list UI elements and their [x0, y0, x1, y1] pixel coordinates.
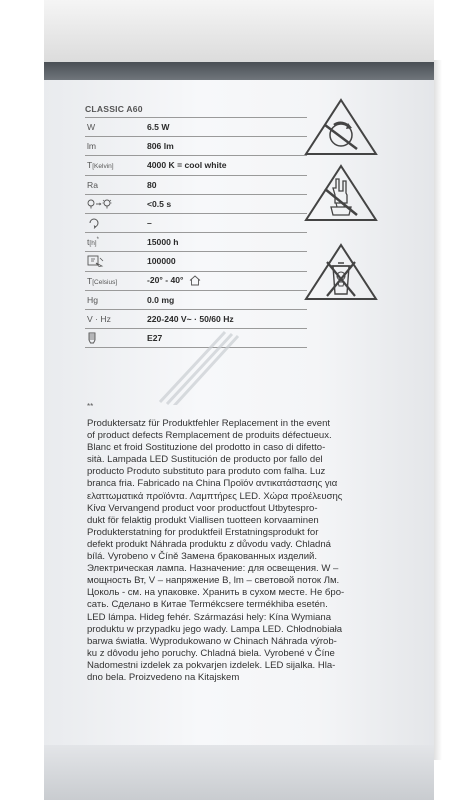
- spec-value: 806 lm: [147, 141, 174, 152]
- description-line: ku z dôvodu jeho poruchy. Chladná biela. Vyrobené v Číne: [87, 647, 335, 659]
- switching-cycles-icon: [87, 255, 147, 268]
- spec-row-voltage: [85, 310, 307, 329]
- description-line: barwa światła. Wyprodukowano w Chinach Náhrada výrob-: [87, 635, 337, 647]
- multilingual-description: [87, 418, 407, 684]
- description-line: Электрическая лампа. Назначение: для освещения. W –: [87, 563, 339, 575]
- spec-symbol: lm: [87, 141, 97, 152]
- spec-row-lumen: [85, 137, 307, 156]
- description-line: sità. Lampada LED Sustitución de producto por fallo del: [87, 454, 323, 466]
- box-bottom-flap: [44, 745, 434, 800]
- description-line: Produkterstatning for produktfeil Erstatningsprodukt for: [87, 526, 319, 538]
- spec-value: E27: [147, 333, 163, 344]
- description-line: Blanc et froid Sostituzione del prodotto in caso di difetto-: [87, 442, 326, 454]
- description-line: Κίνα Vervangend product voor productfout Utbytespro-: [87, 502, 318, 514]
- description-line: Nadomestni izdelek za pokvarjen izdelek. LED sijalka. Hla-: [87, 659, 336, 671]
- watermark-mark: [150, 330, 240, 405]
- spec-value: 15000 h: [147, 237, 179, 248]
- spec-table: [85, 101, 307, 348]
- spec-value: <0.5 s: [147, 198, 172, 209]
- spec-title-row: [85, 101, 307, 118]
- description-line: bílá. Vyrobeno v Číně Замена бракованных изделий.: [87, 551, 318, 563]
- spec-value: 4000 K = cool white: [147, 160, 227, 171]
- description-line: сать. Сделано в Китае Termékcsere termékhiba esetén.: [87, 599, 328, 611]
- spec-value: –: [147, 218, 152, 229]
- spec-row-kelvin: [85, 156, 307, 175]
- bulb-base-icon: [87, 332, 147, 345]
- no-dimmer-warning-icon: [303, 97, 379, 157]
- spec-value: -20° - 40°: [147, 275, 201, 286]
- footnote-marker: **: [87, 402, 94, 411]
- description-line: producto Produto substituto para produto com falha. Luz: [87, 466, 326, 478]
- spec-value: 6.5 W: [147, 122, 170, 133]
- description-line: dukt för felaktig produkt Viallisen tuotteen korvaaminen: [87, 514, 319, 526]
- start-time-icon: [87, 198, 147, 210]
- spec-symbol: T[Celsius]: [87, 275, 118, 286]
- house-icon: [189, 275, 201, 286]
- description-line: ελαττωματικά προϊόντα. Λαμπτήρες LED. Χώρα προέλευσης: [87, 490, 343, 502]
- description-line: Produktersatz für Produktfehler Replacement in the event: [87, 418, 331, 429]
- spec-row-ra: [85, 176, 307, 195]
- disposal-warning-icon: [303, 242, 379, 302]
- description-line: of product defects Remplacement de produits défectueux.: [87, 430, 332, 442]
- box-dark-band: [44, 62, 434, 80]
- spec-row-lifetime: [85, 233, 307, 252]
- spec-symbol: t[h]*: [87, 237, 99, 248]
- description-line: branca fria. Fabricado na China Προϊόν αντικατάστασης για: [87, 478, 338, 490]
- spec-value: 80: [147, 179, 157, 190]
- spec-row-switching-cycles: [85, 252, 307, 271]
- spec-value: 220-240 V~ · 50/60 Hz: [147, 313, 234, 324]
- spec-symbol: W: [87, 122, 96, 133]
- description-line: LED lámpa. Hideg fehér. Származási hely: Kína Wymiana: [87, 611, 332, 623]
- spec-symbol: T[Kelvin]: [87, 160, 114, 171]
- spec-value: 100000: [147, 256, 176, 267]
- spec-symbol: Ra: [87, 179, 98, 190]
- spec-symbol: V · Hz: [87, 313, 111, 324]
- spec-row-watt: [85, 118, 307, 137]
- description-line: dno bela. Proizvedeno na Kitajskem: [87, 671, 240, 683]
- product-title: CLASSIC A60: [85, 104, 143, 114]
- description-line: мощность Вт, V – напряжение В, lm – световой поток Лм.: [87, 575, 340, 587]
- dimmer-icon: [87, 217, 147, 229]
- spec-symbol: Hg: [87, 294, 98, 305]
- spec-row-temperature: [85, 272, 307, 291]
- spec-row-mercury: [85, 291, 307, 310]
- spec-row-start-time: [85, 195, 307, 214]
- box-top-flap: [44, 0, 434, 62]
- no-hand-wash-warning-icon: [303, 163, 379, 223]
- box-shadow: [434, 60, 442, 760]
- description-line: Цоколь - см. на упаковке. Хранить в сухом месте. Не бро-: [87, 587, 345, 599]
- description-line: defekt produkt Náhrada produktu z důvodu vady. Chladná: [87, 538, 331, 550]
- description-line: produktu w przypadku jego wady. Lampa LED. Chłodnobiała: [87, 623, 343, 635]
- spec-value: 0.0 mg: [147, 294, 175, 305]
- spec-row-dimmable: [85, 214, 307, 233]
